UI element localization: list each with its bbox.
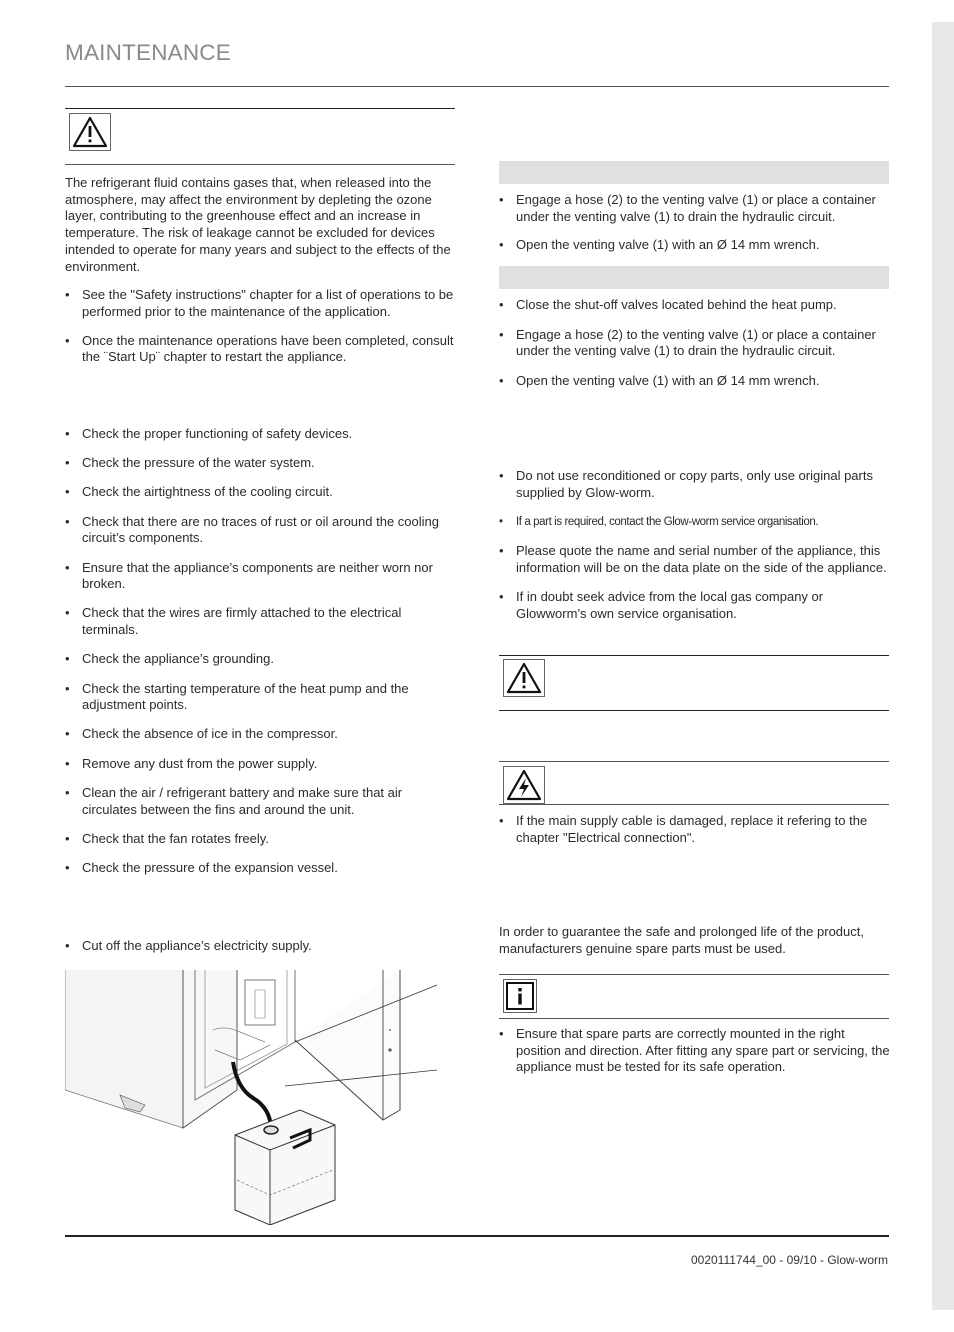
section-header-bar: [499, 266, 889, 289]
drain-list: [65, 938, 457, 955]
drain-b-list: [499, 297, 891, 390]
spare-parts-text: In order to guarantee the safe and prolonged life of the product, manufacturers genuine spare parts must be used.: [499, 924, 864, 956]
list-item: • If in doubt seek advice from the local gas company or Glowworm’s own service organisation.: [499, 589, 891, 622]
list-item: • Do not use reconditioned or copy parts, only use original parts supplied by Glow-worm.: [499, 468, 891, 501]
left-column-top: [65, 175, 457, 366]
drain-procedure-b: [499, 297, 891, 390]
warning-box-top-rule: [499, 655, 889, 656]
list-item: • Ensure that spare parts are correctly mounted in the right position and direction. After fitting any spare part or servicing, the appliance must be tested for its safe operation.: [499, 1026, 891, 1076]
page-title: MAINTENANCE: [65, 40, 231, 65]
page-edge-tab: [932, 22, 954, 1310]
document-reference: 0020111744_00 - 09/10 - Glow-worm: [690, 1253, 888, 1267]
list-item: • Remove any dust from the power supply.: [65, 756, 457, 773]
list-item: • Engage a hose (2) to the venting valve (1) or place a container under the venting valve (1) to drain the hydraulic circuit.: [499, 192, 891, 225]
list-item: • Cut off the appliance’s electricity supply.: [65, 938, 457, 955]
electrical-warning-bottom-rule: [499, 804, 889, 805]
cable-list: [499, 813, 891, 846]
spare-parts-notes: [499, 468, 891, 622]
spare-parts-intro: [499, 924, 891, 957]
warning-box-bottom-rule: [65, 164, 455, 165]
drain-section-left: [65, 938, 457, 955]
list-item: • Check that the fan rotates freely.: [65, 831, 457, 848]
electrical-hazard-icon: [503, 766, 545, 804]
info-icon: [503, 979, 537, 1013]
section-header-bar: [499, 161, 889, 184]
list-item: • Check the pressure of the water system.: [65, 455, 457, 472]
list-item: • See the "Safety instructions" chapter for a list of operations to be performed prior to the maintenance of the application.: [65, 287, 457, 320]
info-list: [499, 1026, 891, 1076]
warning-box-bottom-rule: [499, 710, 889, 711]
list-item: • Once the maintenance operations have been completed, consult the ¨Start Up¨ chapter to restart the appliance.: [65, 333, 457, 366]
checks-list: [65, 426, 457, 877]
list-item: • Check the absence of ice in the compressor.: [65, 726, 457, 743]
drain-illustration: [65, 970, 445, 1225]
list-item: • Check the appliance’s grounding.: [65, 651, 457, 668]
safety-list: [65, 287, 457, 366]
list-item: • Check the starting temperature of the heat pump and the adjustment points.: [65, 681, 457, 714]
parts-list: [499, 468, 891, 622]
list-item: • Ensure that the appliance’s components are neither worn nor broken.: [65, 560, 457, 593]
list-item: • Engage a hose (2) to the venting valve (1) or place a container under the venting valve (1) to drain the hydraulic circuit.: [499, 327, 891, 360]
header-rule: [65, 86, 889, 87]
list-item: • Clean the air / refrigerant battery and make sure that air circulates between the fins and around the unit.: [65, 785, 457, 818]
list-item: • Check the pressure of the expansion vessel.: [65, 860, 457, 877]
electrical-warning-top-rule: [499, 761, 889, 762]
warning-box-top-rule: [65, 108, 455, 109]
info-box-bottom-rule: [499, 1018, 889, 1019]
cable-notes: [499, 813, 891, 846]
info-notes: [499, 1026, 891, 1076]
list-item: • Please quote the name and serial number of the appliance, this information will be on the data plate on the side of the appliance.: [499, 543, 891, 576]
list-item: • Check the proper functioning of safety devices.: [65, 426, 457, 443]
warning-triangle-icon: [69, 113, 111, 151]
list-item: • If the main supply cable is damaged, replace it refering to the chapter "Electrical connection".: [499, 813, 891, 846]
list-item: • Check the airtightness of the cooling circuit.: [65, 484, 457, 501]
refrigerant-warning-text: The refrigerant fluid contains gases that, when released into the atmosphere, may affect the environment by depleting the ozone layer, contributing to the greenhouse effect and an increase in temperature. The risk of leakage cannot be excluded for devices intended to operate for many years and subject to the effects of the environment.: [65, 175, 451, 274]
list-item: • Close the shut-off valves located behind the heat pump.: [499, 297, 891, 314]
drain-a-list: [499, 192, 891, 254]
list-item: • If a part is required, contact the Glow-worm service organisation.: [499, 514, 891, 531]
warning-triangle-icon: [503, 659, 545, 697]
list-item: • Check that there are no traces of rust or oil around the cooling circuit’s components.: [65, 514, 457, 547]
list-item: • Open the venting valve (1) with an Ø 14 mm wrench.: [499, 373, 891, 390]
drain-procedure-a: [499, 192, 891, 254]
footer-rule: [65, 1235, 889, 1237]
info-box-top-rule: [499, 974, 889, 975]
checks-section: [65, 426, 457, 877]
list-item: • Check that the wires are firmly attached to the electrical terminals.: [65, 605, 457, 638]
list-item: • Open the venting valve (1) with an Ø 14 mm wrench.: [499, 237, 891, 254]
